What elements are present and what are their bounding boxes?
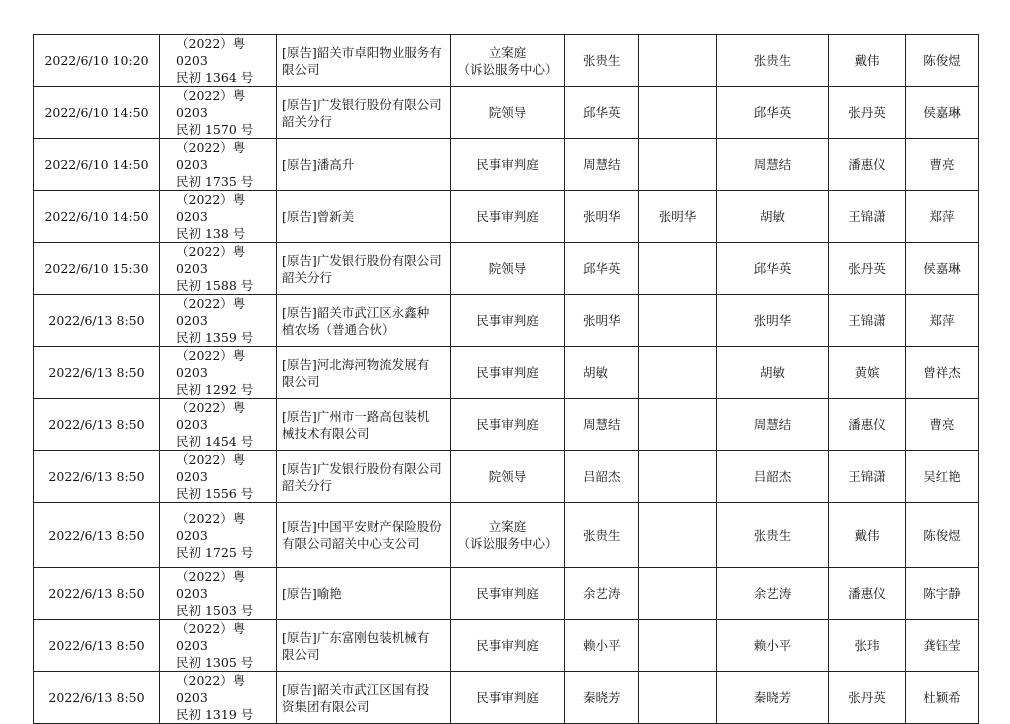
court-clerk: 陈俊煜 [906,503,979,568]
department: 民事审判庭 [451,399,565,451]
department: 民事审判庭 [451,139,565,191]
party-name: [原告]潘高升 [277,139,451,191]
court-clerk: 杜颖希 [906,672,979,724]
case-number [160,451,277,503]
case-number [160,139,277,191]
case-number-line: （2022）粤 0203 [176,296,246,328]
department: 院领导 [451,451,565,503]
case-number [160,347,277,399]
party-name-line: [原告]河北海河物流发展有 [282,356,430,372]
party-name-line: [原告]广发银行股份有限公司 [282,96,442,112]
party-name [277,243,451,295]
assessor [639,35,717,87]
assessor [639,672,717,724]
court-clerk: 陈俊煜 [906,35,979,87]
case-number-line: 民初 1319 号 [176,707,254,722]
party-name [277,295,451,347]
court-clerk: 侯嘉琳 [906,87,979,139]
case-number-line: （2022）粤 0203 [176,510,246,543]
party-name-line: 韶关分行 [282,477,333,493]
case-number-line: 民初 138 号 [176,226,246,241]
assessor [639,347,717,399]
assessor [639,503,717,568]
party-name-line: [原告]广东富刚包装机械有 [282,629,430,645]
party-name: [原告]喻艳 [277,568,451,620]
presiding-judge: 周慧结 [717,139,829,191]
case-number-line: 民初 1570 号 [176,122,254,137]
assessor [639,399,717,451]
party-name-line: [原告]广州市一路高包装机 [282,408,430,424]
case-number-line: （2022）粤 0203 [176,140,246,172]
hearing-datetime: 2022/6/13 8:50 [34,399,160,451]
case-number-line: （2022）粤 0203 [176,400,246,432]
presiding-judge: 张明华 [717,295,829,347]
party-name-line: 限公司 [282,373,320,389]
case-number-line: 民初 1588 号 [176,278,254,293]
undertaking-judge: 秦晓芳 [565,672,639,724]
presiding-judge: 赖小平 [717,620,829,672]
presiding-judge: 张贵生 [717,503,829,568]
table-row [34,568,979,620]
party-name-line: 限公司 [282,646,320,662]
party-name [277,672,451,724]
hearing-datetime: 2022/6/10 14:50 [34,139,160,191]
judge-assistant: 张丹英 [829,243,906,295]
case-number [160,87,277,139]
party-name-line: [原告]广发银行股份有限公司 [282,460,442,476]
presiding-judge: 邱华英 [717,87,829,139]
judge-assistant: 潘惠仪 [829,139,906,191]
judge-assistant: 张丹英 [829,87,906,139]
party-name: [原告]曾新美 [277,191,451,243]
party-name [277,620,451,672]
hearing-datetime: 2022/6/13 8:50 [34,672,160,724]
judge-assistant: 黄嫔 [829,347,906,399]
case-number [160,620,277,672]
table-row [34,620,979,672]
department: 院领导 [451,87,565,139]
hearing-datetime: 2022/6/13 8:50 [34,568,160,620]
judge-assistant: 戴伟 [829,35,906,87]
court-clerk: 郑萍 [906,191,979,243]
court-clerk: 龚钰莹 [906,620,979,672]
table-row [34,295,979,347]
case-number-line: 民初 1359 号 [176,330,254,345]
case-number-line: 民初 1364 号 [176,70,254,85]
court-clerk: 侯嘉琳 [906,243,979,295]
case-number-line: 民初 1292 号 [176,382,254,397]
judge-assistant: 王锦潇 [829,295,906,347]
undertaking-judge: 胡敏 [565,347,639,399]
court-clerk: 郑萍 [906,295,979,347]
presiding-judge: 胡敏 [717,191,829,243]
assessor [639,139,717,191]
case-number-line: 民初 1305 号 [176,655,254,670]
table-row [34,139,979,191]
assessor [639,243,717,295]
case-number-line: （2022）粤 0203 [176,673,246,705]
department [451,35,565,87]
judge-assistant: 张丹英 [829,672,906,724]
undertaking-judge: 张明华 [565,191,639,243]
undertaking-judge: 吕韶杰 [565,451,639,503]
case-number-line: 民初 1503 号 [176,603,254,618]
party-name [277,35,451,87]
table-row [34,399,979,451]
department-line: 立案庭 [488,44,527,60]
presiding-judge: 周慧结 [717,399,829,451]
party-name [277,87,451,139]
table-row [34,243,979,295]
undertaking-judge: 邱华英 [565,243,639,295]
case-number-line: （2022）粤 0203 [176,192,246,224]
case-number-line: （2022）粤 0203 [176,348,246,380]
party-name-line: 械技术有限公司 [282,425,370,441]
undertaking-judge: 赖小平 [565,620,639,672]
case-number [160,672,277,724]
case-number [160,503,277,568]
assessor: 张明华 [639,191,717,243]
court-clerk: 曹亮 [906,399,979,451]
party-name-line: [原告]韶关市武江区国有投 [282,681,430,697]
presiding-judge: 秦晓芳 [717,672,829,724]
court-clerk: 陈宇静 [906,568,979,620]
case-number-line: （2022）粤 0203 [176,621,246,653]
department: 民事审判庭 [451,568,565,620]
case-number-line: （2022）粤 0203 [176,569,246,601]
assessor [639,451,717,503]
hearing-datetime: 2022/6/13 8:50 [34,451,160,503]
presiding-judge: 邱华英 [717,243,829,295]
hearing-datetime: 2022/6/13 8:50 [34,620,160,672]
presiding-judge: 张贵生 [717,35,829,87]
judge-assistant: 王锦潇 [829,451,906,503]
case-number [160,191,277,243]
assessor [639,620,717,672]
case-number-line: （2022）粤 0203 [176,452,246,484]
hearing-datetime: 2022/6/13 8:50 [34,347,160,399]
party-name-line: 植农场（普通合伙） [282,321,395,337]
table-body [34,35,979,724]
assessor [639,568,717,620]
party-name-line: 有限公司韶关中心支公司 [282,536,420,551]
undertaking-judge: 张明华 [565,295,639,347]
case-number-line: （2022）粤 0203 [176,36,246,68]
party-name [277,503,451,568]
party-name-line: 限公司 [282,61,320,77]
party-name-line: [原告]广发银行股份有限公司 [282,252,442,268]
judge-assistant: 王锦潇 [829,191,906,243]
case-number [160,568,277,620]
assessor [639,295,717,347]
undertaking-judge: 张贵生 [565,35,639,87]
case-number-line: 民初 1725 号 [176,544,254,560]
department-line: 立案庭 [488,519,527,534]
department: 民事审判庭 [451,672,565,724]
judge-assistant: 张玮 [829,620,906,672]
table-row [34,503,979,568]
undertaking-judge: 张贵生 [565,503,639,568]
department-line: （诉讼服务中心） [457,61,558,77]
department: 民事审判庭 [451,191,565,243]
undertaking-judge: 周慧结 [565,399,639,451]
presiding-judge: 吕韶杰 [717,451,829,503]
hearing-datetime: 2022/6/13 8:50 [34,503,160,568]
hearing-datetime: 2022/6/10 10:20 [34,35,160,87]
court-clerk: 吴红艳 [906,451,979,503]
party-name-line: 韶关分行 [282,113,333,129]
table-row [34,347,979,399]
party-name-line: [原告]韶关市武江区永鑫种 [282,304,430,320]
case-number-line: （2022）粤 0203 [176,244,246,276]
schedule-sheet [33,34,979,724]
party-name [277,347,451,399]
department-line: （诉讼服务中心） [457,536,558,551]
department [451,503,565,568]
presiding-judge: 余艺涛 [717,568,829,620]
case-number [160,399,277,451]
table-row [34,451,979,503]
party-name-line: [原告]中国平安财产保险股份 [282,519,442,534]
presiding-judge: 胡敏 [717,347,829,399]
case-number [160,295,277,347]
hearing-datetime: 2022/6/10 15:30 [34,243,160,295]
party-name [277,399,451,451]
court-clerk: 曹亮 [906,139,979,191]
hearing-datetime: 2022/6/10 14:50 [34,87,160,139]
table-row [34,87,979,139]
undertaking-judge: 周慧结 [565,139,639,191]
department: 民事审判庭 [451,347,565,399]
hearing-datetime: 2022/6/13 8:50 [34,295,160,347]
case-number [160,35,277,87]
party-name [277,451,451,503]
table-row [34,672,979,724]
assessor [639,87,717,139]
department: 民事审判庭 [451,620,565,672]
table-row [34,35,979,87]
judge-assistant: 戴伟 [829,503,906,568]
judge-assistant: 潘惠仪 [829,399,906,451]
case-number-line: 民初 1735 号 [176,174,254,189]
judge-assistant: 潘惠仪 [829,568,906,620]
party-name-line: [原告]韶关市卓阳物业服务有 [282,44,442,60]
undertaking-judge: 余艺涛 [565,568,639,620]
case-number-line: 民初 1556 号 [176,486,254,501]
department: 院领导 [451,243,565,295]
hearing-datetime: 2022/6/10 14:50 [34,191,160,243]
case-number-line: （2022）粤 0203 [176,88,246,120]
case-number-line: 民初 1454 号 [176,434,254,449]
hearing-schedule-table [33,34,979,724]
table-row [34,191,979,243]
court-clerk: 曾祥杰 [906,347,979,399]
department: 民事审判庭 [451,295,565,347]
case-number [160,243,277,295]
party-name-line: 韶关分行 [282,269,333,285]
undertaking-judge: 邱华英 [565,87,639,139]
party-name-line: 资集团有限公司 [282,698,370,714]
